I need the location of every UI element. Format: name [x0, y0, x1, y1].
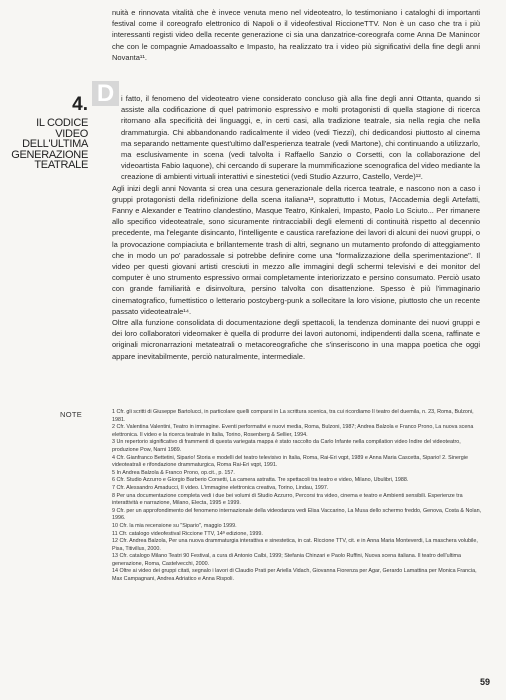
body-column-top — [112, 7, 480, 63]
footnote: 1 Cfr. gli scritti di Giuseppe Bartolucci, in particolare quelli comparsi in La scrittura scenica, tra cui ricordiamo Il teatro del duemila, n. 23, Roma, Bulzoni, 1981. — [112, 409, 474, 423]
footnote: 6 Cfr. Studio Azzurro e Giorgio Barberio Corsetti, La camera astratta. Tre spettacoli tra teatro e video, Milano, Ubulibri, 1988. — [112, 477, 409, 484]
page-number: 59 — [479, 677, 490, 687]
body-paragraph: i fatto, il fenomeno del videoteatro viene considerato concluso già alla fine degli anni Ottanta, quando si assiste alla codificazione di quel patrimonio espressivo e molti protagonisti di quella stagione di ricerca ritornano alla specificità dei linguaggi, e, in certi casi, alla tradizione teatrale, sia nella regia che nella drammaturgia. Chi abbandonando radicalmente il video (vedi Tiezzi), chi dedicandosi piuttosto al cinema ma separando nettamente quest'ultimo dall'esperienza teatrale (vedi Martone), chi continuando a utilizzarlo, ma esclusivamente in scena (vedi talvolta i Raffaello Sanzio o Corsetti, con la collaborazione del videoartista Fabio Iaquone), chi cercando di superare la mummificazione scenografica del video mediante la creazione di ambienti virtuali interattivi e sinestetici (vedi Studio Azzurro, Castello, Verde)¹². — [121, 94, 480, 182]
footnote: 7 Cfr. Alessandro Amaducci, Il video. L'immagine elettronica creativa, Torino, Lindau, 1997. — [112, 484, 329, 491]
section-title-line: IL CODICE — [36, 117, 88, 129]
footnote: 4 Cfr. Gianfranco Bettetini, Sipario! Storia e modelli del teatro televisivo in Italia, Roma, Rai-Eri vqpt, 1989 e Anna Maria Cascetta, Sipario! 2. Sinergie videoteatrali e rifondazione drammaturgica, Roma Rai-Eri vqpt, 1991. — [112, 454, 468, 469]
footnote: 8 Per una documentazione completa vedi i due bei volumi di Studio Azzurro, Percorsi tra video, cinema e teatro e Ambienti sensibili. Esperienze tra interattività e narrazione, Milano, Electa, 1995 e 1999. — [112, 492, 463, 507]
section-title — [8, 118, 88, 171]
body-column-main — [112, 93, 480, 362]
body-paragraph: Oltre alla funzione consolidata di documentazione degli spettacoli, la tendenza dominante dei nuovi gruppi e dei loro collaboratori videomaker è quella di produrre dei lavori autonomi, indipendenti dalla scena, raffinate e originali micronarrazioni metateatrali o metacoreografiche che s'inseriscono in una mappa poetica che oggi appare inevitabilmente, perciò naturalmente, intermediale. — [112, 318, 480, 361]
body-paragraph: Agli inizi degli anni Novanta si crea una cesura generazionale della ricerca teatrale, e nascono non a caso i gruppi protagonisti della ridefinizione della scena italiana¹³, soprattutto i Motus, l'Accademia degli Artefatti, Fanny e Alexander e Teatrino clandestino, Masque Teatro, Kinkaleri, Impasto, Paolo Lo Sciuto... Per rimanere allo specifico videoteatrale, sono sicuramente rintracciabili degli elementi di continuità rispetto al decennio precedente, ma l'elegante disincanto, l'intelligente e caustica rarefazione dei lavori di alcuni dei nuovi gruppi, o la provocazione compiaciuta e brillantemente trash di altri, segnano un mutamento profondo di atteggiamento che in modo un po' paradossale si potrebbe definire come una "formalizzazione della sperimentazione". Il video per questi giovani artisti cresciuti in mezzo alle immagini degli schermi televisivi e dei monitor del computer è uno strumento espressivo ormai completamente interiorizzato e persino consumato. Perciò usato con grande familiarità e disinvoltura, persino talvolta con disattenzione. Spesso è più l'immaginario cinematografico, fumettistico o letterario postcyberg-punk a sollecitare la loro visione, piuttosto che un recente passato videoteatrale¹⁴. — [112, 183, 480, 316]
footnote: 3 Un repertorio significativo di frammenti di questa variegata mappa è stato raccolto da Carlo Infante nella compilation video Indire del videoteatro, produzione Pow, Narni 1989. — [112, 439, 461, 453]
footnote: 12 Cfr. Andrea Balzola, Per una nuova drammaturgia interattiva e sinestetica, in cat. Riccione TTV, cit. e in Anna Maria Monteverdi, La maschera volubile, Pisa, Titivillus, 2000. — [112, 538, 478, 552]
footnote: 13 Cfr. catalogo Milano Teatri 90 Festival, a cura di Antonio Calbi, 1999; Stefania Chinzari e Paolo Ruffini, Nuova scena italiana. Il teatro dell'ultima generazione, Roma, Castelvecchi, 2000. — [112, 553, 462, 567]
section-title-line: TEATRALE — [34, 159, 88, 171]
footnote: 2 Cfr. Valentina Valentini, Teatro in immagine. Eventi performativi e nuovi media, Roma, Bulzoni, 1987; Andrea Balzola e Franco Prono, La nuova scena elettronica. Il video e la ricerca teatrale in Italia, Torino, Rosenberg & Sellier, 1994. — [112, 424, 474, 438]
notes-label: NOTE — [60, 410, 83, 419]
footnote: 10 Cfr. la mia recensione su "Sipario", maggio 1999. — [112, 522, 237, 529]
footnote: 9 Cfr. per un approfondimento del fenomeno internazionale della videodanza vedi Elisa Vaccarino, La Musa dello schermo freddo, Genova, Costa & Nolan, 1996. — [112, 507, 482, 522]
footnote: 11 Cfr. catalogo videofestival Riccione TTV, 14ª edizione, 1999. — [112, 530, 263, 537]
drop-cap: D — [92, 81, 119, 106]
footnotes — [112, 409, 482, 584]
section-title-line: DELL'ULTIMA — [22, 138, 88, 150]
footnote: 5 In Andrea Balzola & Franco Prono, op.cit., p. 157. — [112, 469, 235, 476]
section-title-line: GENERAZIONE — [11, 148, 88, 161]
body-paragraph: nuità e rinnovata vitalità che è invece venuta meno nel videoteatro, lo testimoniano i cataloghi di importanti festival come il coreografo elettronico di Napoli o il videofestival RiccioneTTV. Non è un caso che tra i più interessanti registi video della recente generazione ci sia una danzatrice-coreografa come Anna De Manincor che con le compagnie Amadoassalto e Impasto, ha realizzato tra i video più significativi della fine degli anni Novanta¹¹. — [112, 8, 480, 62]
footnote: 14 Oltre ai video dei gruppi citati, segnalo i lavori di Claudio Prati per Ariella Vidach, Giovanna Fiorenza per Agar, Gerardo Lamattina per Monica Francia, Max Campagnani, Andrea Adriatico e Anna Rispoli. — [112, 568, 477, 583]
section-title-line: VIDEO — [55, 127, 88, 140]
section-number: 4. — [72, 94, 88, 115]
